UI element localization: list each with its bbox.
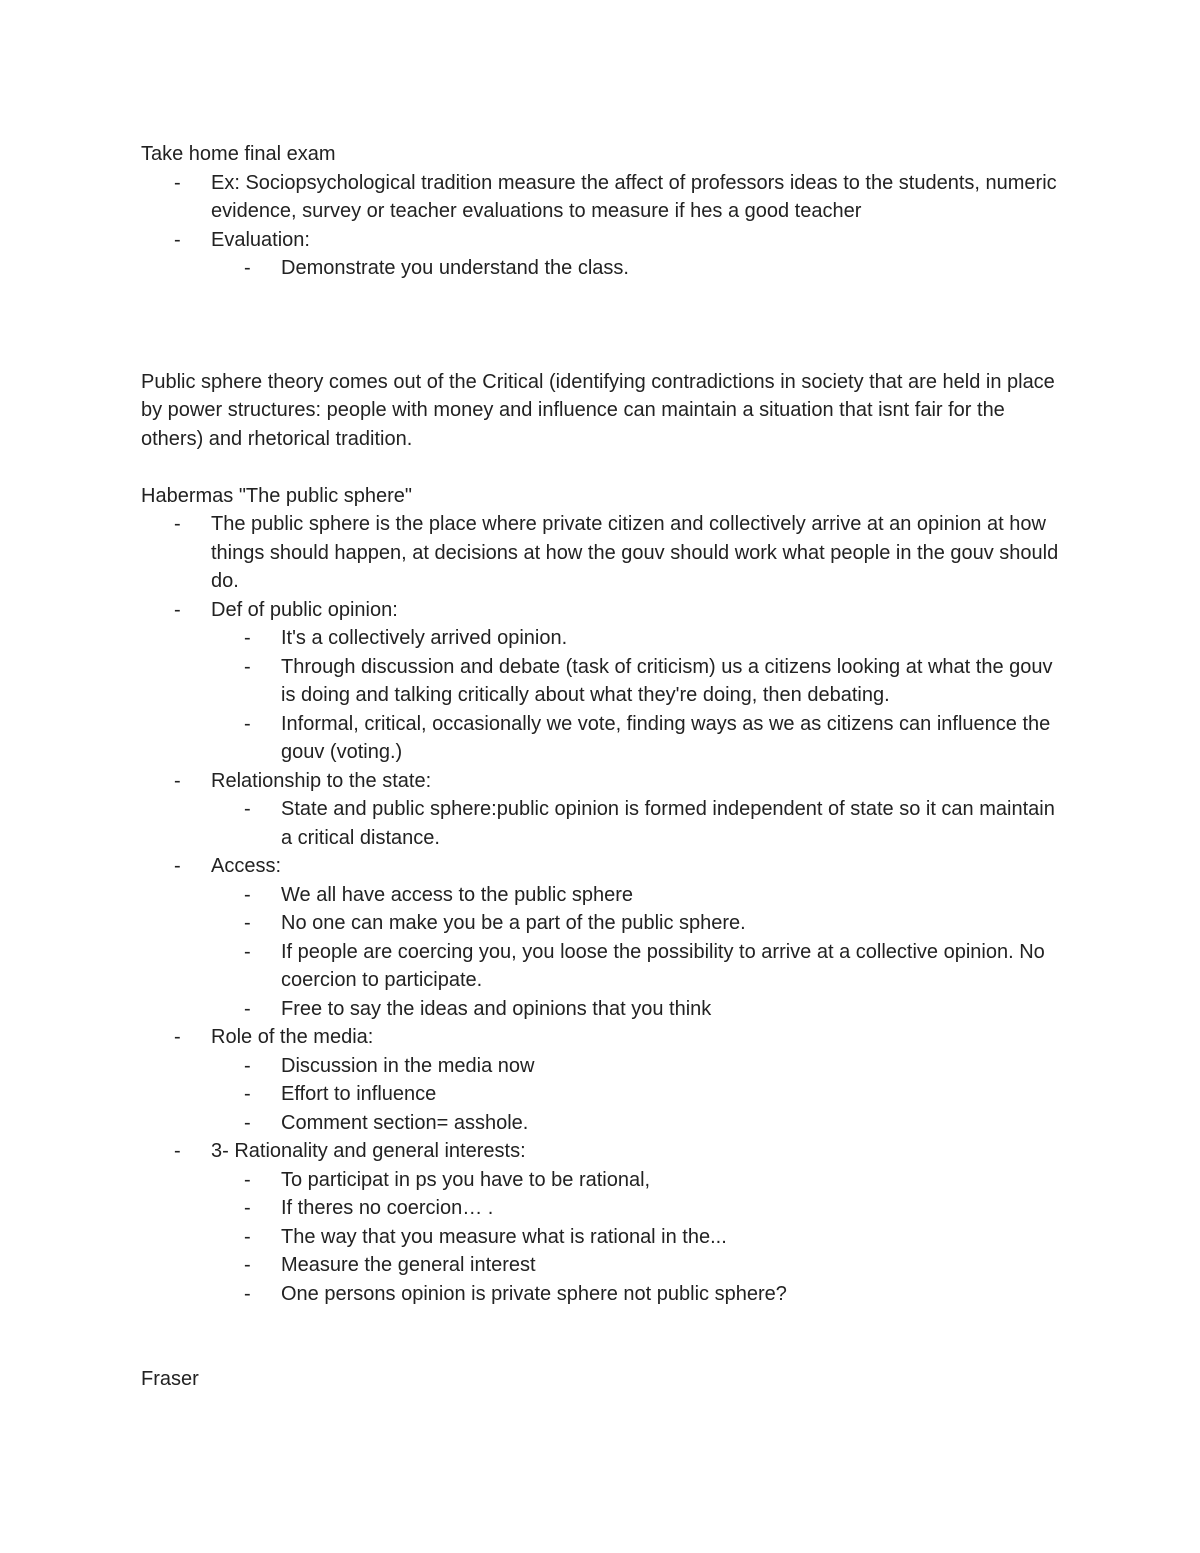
list-item	[211, 795, 1061, 852]
bullet-dash: -	[174, 598, 181, 621]
list-item	[211, 1280, 1061, 1309]
bullet-dash: -	[244, 798, 251, 820]
bullet-dash: -	[174, 769, 181, 792]
list-item-text: Role of the media:	[211, 1026, 374, 1048]
list-item	[211, 710, 1061, 767]
list-item	[211, 1194, 1061, 1223]
list-item	[211, 1251, 1061, 1280]
list-item	[211, 1166, 1061, 1195]
list-item	[141, 767, 1061, 853]
spacer	[141, 283, 1061, 368]
list-item	[211, 938, 1061, 995]
bullet-dash: -	[174, 1026, 181, 1048]
list-item	[211, 254, 1061, 283]
list-item	[211, 1052, 1061, 1081]
list-item	[141, 852, 1061, 1023]
list-item	[141, 596, 1061, 767]
bullet-dash: -	[174, 513, 181, 535]
nested-bullet-list	[211, 254, 1061, 283]
list-item-text: To participat in ps you have to be rational,	[281, 1168, 651, 1191]
list-item	[211, 653, 1061, 710]
bullet-list	[141, 510, 1061, 1308]
list-item	[211, 624, 1061, 653]
bullet-dash: -	[244, 940, 251, 963]
list-item-text: Access:	[211, 855, 282, 877]
nested-bullet-list	[211, 795, 1061, 852]
list-item-text: If people are coercing you, you loose the possibility to arrive at a collective opinion. No coercion to participate.	[281, 940, 1045, 991]
list-item-text: Measure the general interest	[281, 1254, 536, 1276]
list-item-text: It's a collectively arrived opinion.	[281, 627, 568, 649]
list-item-text: The public sphere is the place where private citizen and collectively arrive at an opinion at how things should happen, at decisions at how the gouv should work what people in the gouv should do.	[211, 513, 1059, 592]
document-page	[141, 140, 1061, 1394]
list-item-text: Through discussion and debate (task of criticism) us a citizens looking at what the gouv is doing and talking critically about what they're doing, then debating.	[281, 655, 1053, 706]
list-item-text: Effort to influence	[281, 1083, 437, 1105]
list-item-text: We all have access to the public sphere	[281, 883, 634, 906]
list-item-text: One persons opinion is private sphere not public sphere?	[281, 1282, 787, 1305]
bullet-dash: -	[244, 655, 251, 678]
list-item-text: Discussion in the media now	[281, 1054, 535, 1077]
bullet-dash: -	[244, 257, 251, 279]
bullet-dash: -	[174, 1140, 181, 1162]
bullet-dash: -	[244, 997, 251, 1020]
bullet-dash: -	[244, 627, 251, 649]
list-item	[211, 1223, 1061, 1252]
list-item-text: Def of public opinion:	[211, 598, 398, 621]
nested-bullet-list	[211, 624, 1061, 767]
bullet-dash: -	[174, 228, 181, 251]
list-item-text: The way that you measure what is rational in the...	[281, 1225, 727, 1248]
list-item	[211, 1109, 1061, 1138]
section-heading-fraser: Fraser	[141, 1368, 199, 1390]
bullet-dash: -	[244, 1168, 251, 1191]
bullet-dash: -	[244, 1111, 251, 1134]
section-heading-take-home: Take home final exam	[141, 143, 336, 165]
list-item-text: Ex: Sociopsychological tradition measure the affect of professors ideas to the students, numeric evidence, survey or teacher evaluations to measure if hes a good teacher	[211, 171, 1057, 222]
list-item	[141, 510, 1061, 596]
list-item	[141, 169, 1061, 226]
list-item-text: Evaluation:	[211, 228, 310, 251]
list-item-text: Relationship to the state:	[211, 769, 432, 792]
list-item	[141, 1137, 1061, 1308]
list-item	[141, 1023, 1061, 1137]
list-item	[211, 995, 1061, 1024]
nested-bullet-list	[211, 1166, 1061, 1309]
list-item	[211, 909, 1061, 938]
list-item-text: Comment section= asshole.	[281, 1111, 529, 1134]
list-item-text: State and public sphere:public opinion is formed independent of state so it can maintain a critical distance.	[281, 798, 1055, 849]
list-item-text: No one can make you be a part of the public sphere.	[281, 912, 746, 934]
list-item	[141, 226, 1061, 283]
spacer	[141, 1308, 1061, 1365]
nested-bullet-list	[211, 881, 1061, 1024]
bullet-dash: -	[244, 1282, 251, 1305]
paragraph-public-sphere-theory: Public sphere theory comes out of the Critical (identifying contradictions in society that are held in place by power structures: people with money and influence can maintain a situation that isnt fair for the others) and rhetorical tradition.	[141, 370, 1055, 450]
bullet-dash: -	[244, 1197, 251, 1219]
spacer	[141, 453, 1061, 482]
list-item-text: Demonstrate you understand the class.	[281, 257, 629, 279]
bullet-dash: -	[244, 883, 251, 906]
bullet-dash: -	[174, 855, 181, 877]
list-item-text: Free to say the ideas and opinions that you think	[281, 997, 712, 1020]
list-item-text: 3- Rationality and general interests:	[211, 1140, 526, 1162]
bullet-dash: -	[244, 1225, 251, 1248]
bullet-dash: -	[244, 1054, 251, 1077]
bullet-dash: -	[244, 1254, 251, 1276]
bullet-dash: -	[244, 712, 251, 735]
list-item-text: Informal, critical, occasionally we vote, finding ways as we as citizens can influence the gouv (voting.)	[281, 712, 1051, 763]
bullet-dash: -	[174, 171, 181, 194]
list-item-text: If theres no coercion… .	[281, 1197, 494, 1219]
bullet-dash: -	[244, 1083, 251, 1105]
list-item	[211, 881, 1061, 910]
list-item	[211, 1080, 1061, 1109]
bullet-list	[141, 169, 1061, 283]
nested-bullet-list	[211, 1052, 1061, 1138]
section-heading-habermas: Habermas "The public sphere"	[141, 484, 412, 507]
bullet-dash: -	[244, 912, 251, 934]
